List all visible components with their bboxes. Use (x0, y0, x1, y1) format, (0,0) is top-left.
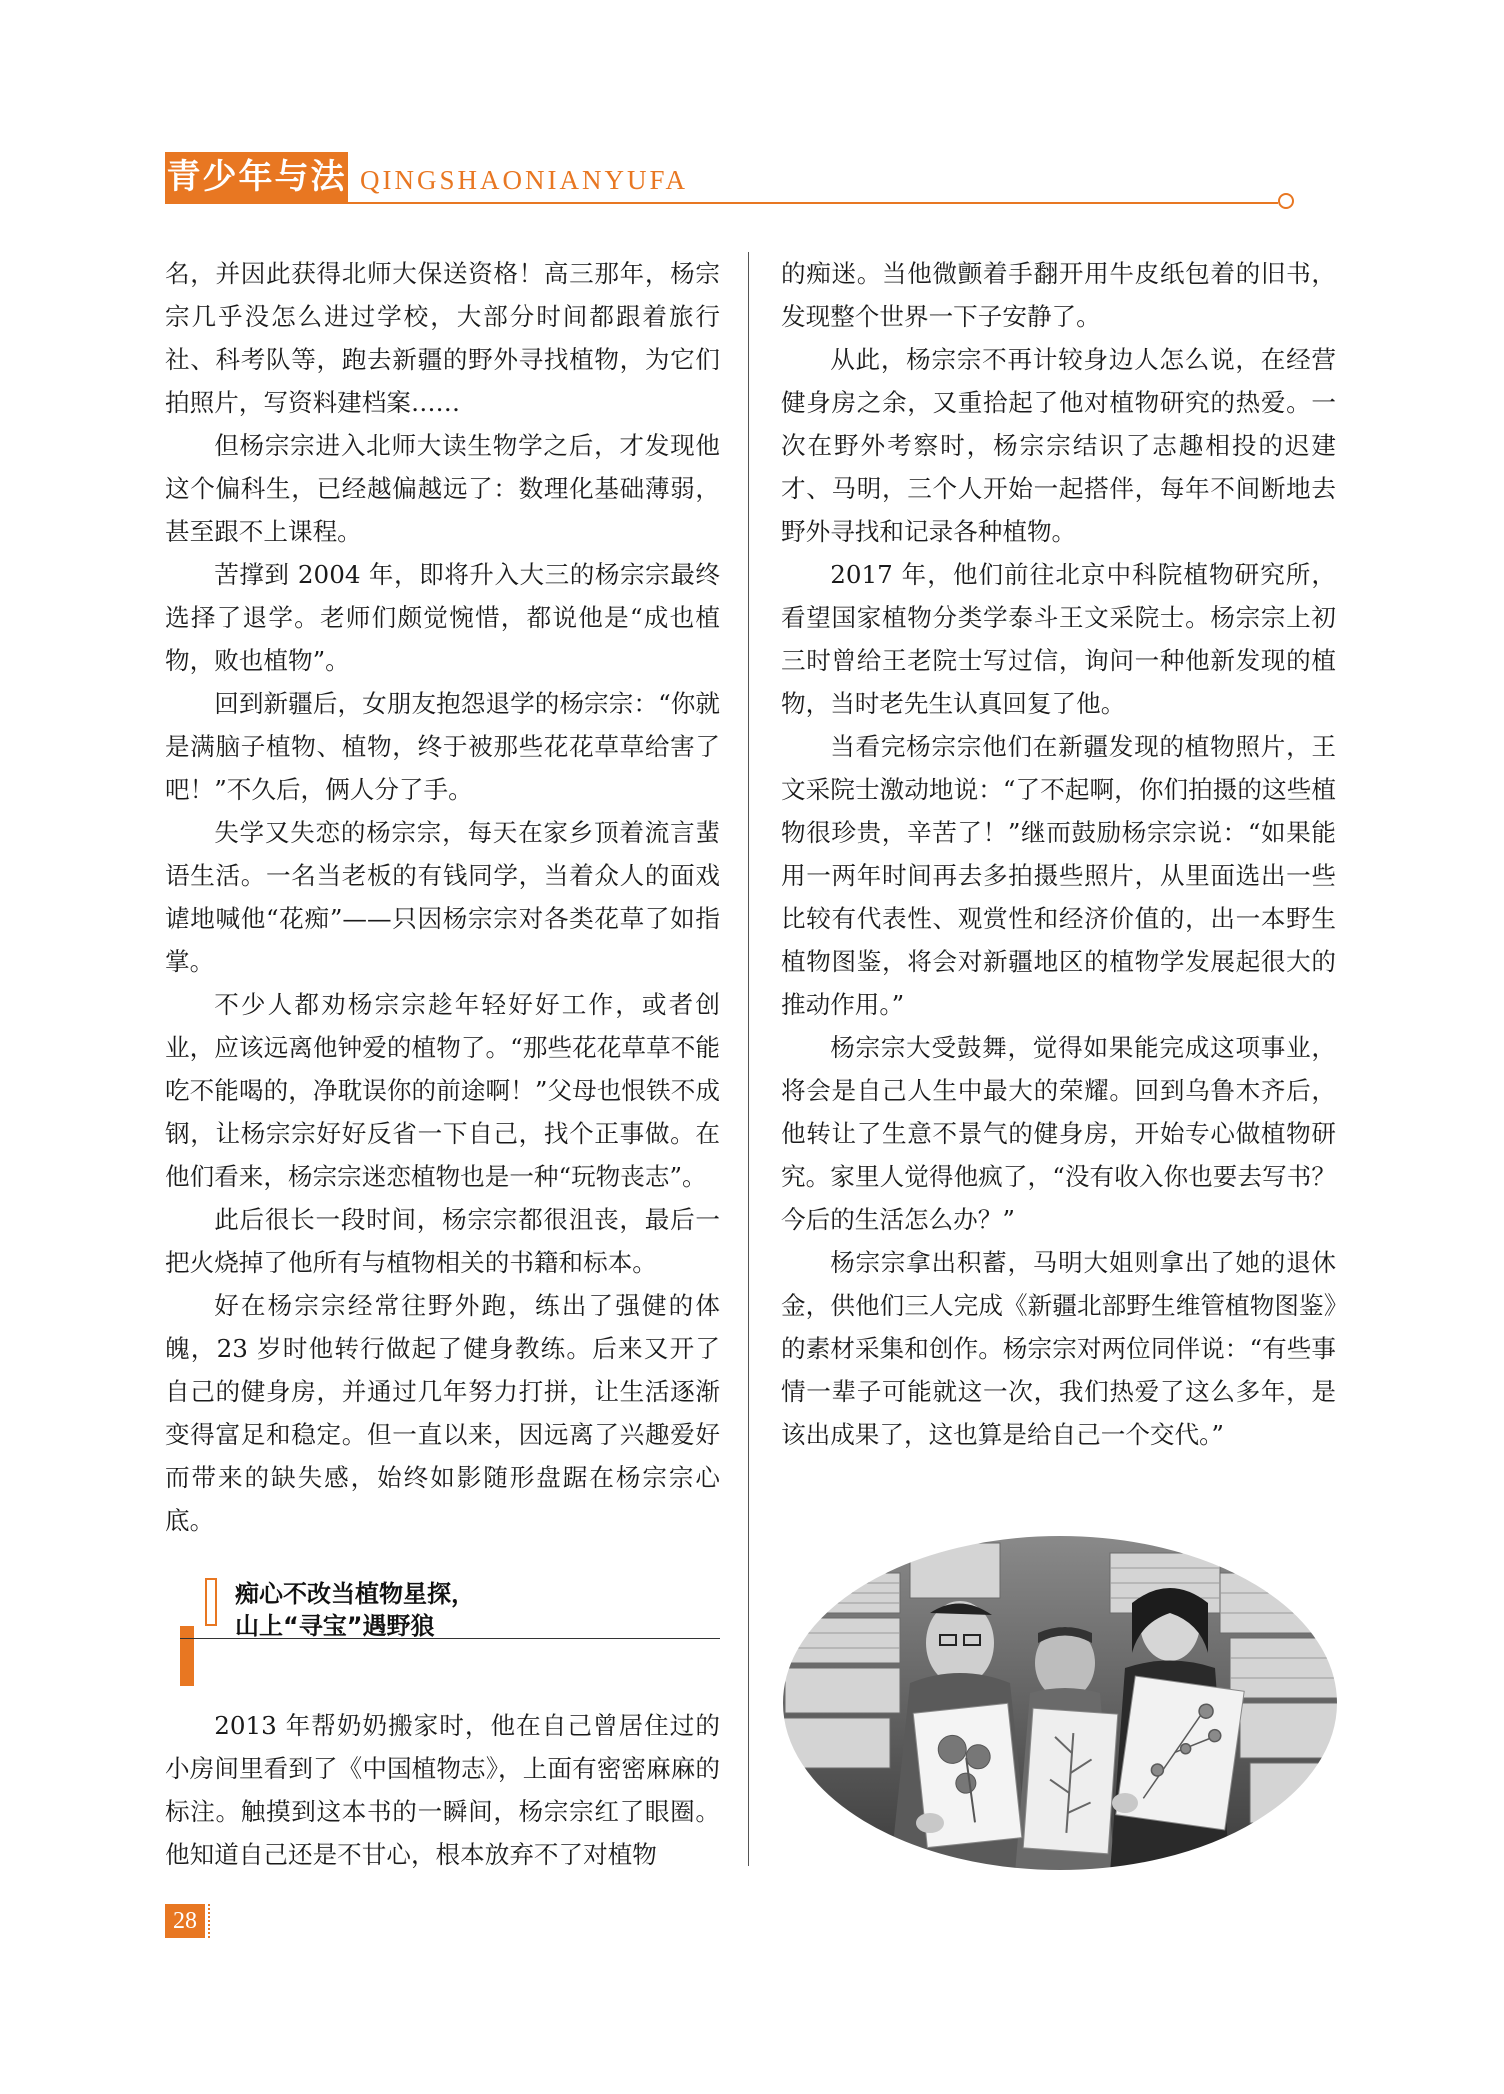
paragraph: 失学又失恋的杨宗宗，每天在家乡顶着流言蜚语生活。一名当老板的有钱同学，当着众人的面戏谑地喊他“花痴”——只因杨宗宗对各类花草了如指掌。 (165, 818, 720, 976)
subheading-ornament-fill (180, 1626, 194, 1686)
subheading-line-2: 山上“寻宝”遇野狼 (235, 1612, 435, 1640)
paragraph: 从此，杨宗宗不再计较身边人怎么说，在经营健身房之余，又重拾起了他对植物研究的热爱。一次在野外考察时，杨宗宗结识了志趣相投的迟建才、马明，三个人开始一起搭伴，每年不间断地去野外寻找和记录各种植物。 (781, 345, 1336, 546)
paragraph: 杨宗宗拿出积蓄，马明大姐则拿出了她的退休金，供他们三人完成《新疆北部野生维管植物图鉴》的素材采集和创作。杨宗宗对两位同伴说：“有些事情一辈子可能就这一次，我们热爱了这么多年，是该出成果了，这也算是给自己一个交代。” (781, 1248, 1336, 1449)
column-divider (748, 252, 749, 1866)
paragraph: 当看完杨宗宗他们在新疆发现的植物照片，王文采院士激动地说：“了不起啊，你们拍摄的这些植物很珍贵，辛苦了！”继而鼓励杨宗宗说：“如果能用一两年时间再去多拍摄些照片，从里面选出一些比较有代表性、观赏性和经济价值的，出一本野生植物图鉴，将会对新疆地区的植物学发展起很大的推动作用。” (781, 732, 1336, 1019)
page-number-ornament (208, 1904, 214, 1938)
section-subtitle: QINGSHAONIANYUFA (360, 165, 688, 195)
subheading-title (235, 1578, 475, 1642)
paragraph: 好在杨宗宗经常往野外跑，练出了强健的体魄，23 岁时他转行做起了健身教练。后来又开了自己的健身房，并通过几年努力打拼，让生活逐渐变得富足和稳定。但一直以来，因远离了兴趣爱好而带来的缺失感，始终如影随形盘踞在杨宗宗心底。 (165, 1291, 720, 1535)
paragraph: 的痴迷。当他微颤着手翻开用牛皮纸包着的旧书，发现整个世界一下子安静了。 (781, 259, 1336, 331)
subheading-block (180, 1578, 720, 1688)
paragraph: 苦撑到 2004 年，即将升入大三的杨宗宗最终选择了退学。老师们颇觉惋惜，都说他是“成也植物，败也植物”。 (165, 560, 720, 675)
photo-three-people-with-specimens (780, 1533, 1340, 1873)
paragraph: 名，并因此获得北师大保送资格！高三那年，杨宗宗几乎没怎么进过学校，大部分时间都跟着旅行社、科考队等，跑去新疆的野外寻找植物，为它们拍照片，写资料建档案…… (165, 259, 720, 417)
paragraph: 杨宗宗大受鼓舞，觉得如果能完成这项事业，将会是自己人生中最大的荣耀。回到乌鲁木齐后，他转让了生意不景气的健身房，开始专心做植物研究。家里人觉得他疯了，“没有收入你也要去写书？今后的生活怎么办？” (781, 1033, 1336, 1234)
right-column (781, 252, 1336, 1456)
left-column (165, 252, 720, 1542)
subheading-line-1: 痴心不改当植物星探， (235, 1580, 475, 1608)
section-title: 青少年与法 (165, 152, 348, 202)
left-column-tail (165, 1704, 720, 1876)
paragraph: 2017 年，他们前往北京中科院植物研究所，看望国家植物分类学泰斗王文采院士。杨宗宗上初三时曾给王老院士写过信，询问一种他新发现的植物，当时老先生认真回复了他。 (781, 560, 1336, 718)
paragraph: 2013 年帮奶奶搬家时，他在自己曾居住过的小房间里看到了《中国植物志》，上面有密密麻麻的标注。触摸到这本书的一瞬间，杨宗宗红了眼圈。他知道自己还是不甘心，根本放弃不了对植物 (165, 1711, 720, 1869)
paragraph: 此后很长一段时间，杨宗宗都很沮丧，最后一把火烧掉了他所有与植物相关的书籍和标本。 (165, 1205, 720, 1277)
paragraph: 回到新疆后，女朋友抱怨退学的杨宗宗：“你就是满脑子植物、植物，终于被那些花花草草给害了吧！”不久后，俩人分了手。 (165, 689, 720, 804)
header-rule (165, 202, 1278, 204)
page-number: 28 (165, 1904, 205, 1938)
subheading-ornament-outline (205, 1578, 217, 1626)
paragraph: 不少人都劝杨宗宗趁年轻好好工作，或者创业，应该远离他钟爱的植物了。“那些花花草草不能吃不能喝的，净耽误你的前途啊！”父母也恨铁不成钢，让杨宗宗好好反省一下自己，找个正事做。在他们看来，杨宗宗迷恋植物也是一种“玩物丧志”。 (165, 990, 720, 1191)
header-circle-ornament (1278, 193, 1294, 209)
paragraph: 但杨宗宗进入北师大读生物学之后，才发现他这个偏科生，已经越偏越远了：数理化基础薄弱，甚至跟不上课程。 (165, 431, 720, 546)
